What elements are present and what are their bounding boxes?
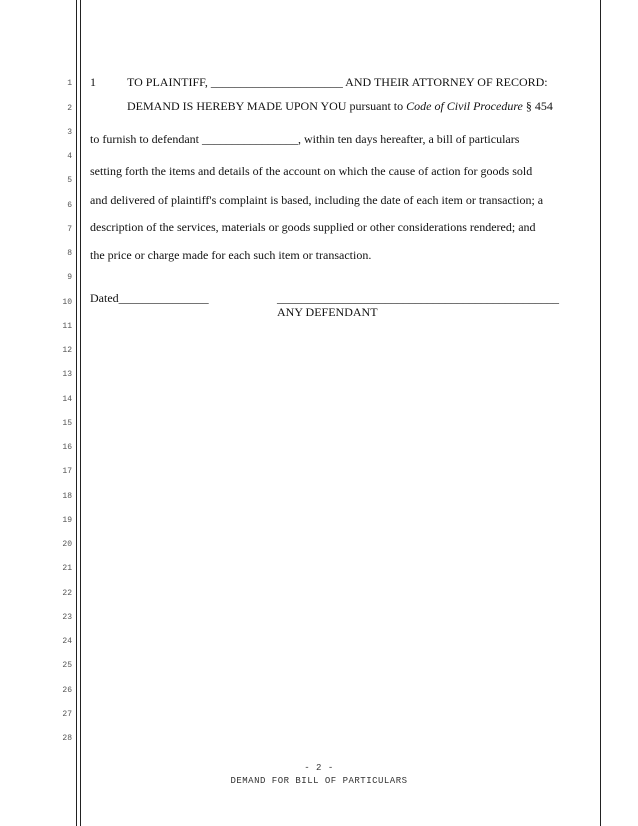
line-number: 3 bbox=[67, 128, 72, 137]
left-margin-rule-inner bbox=[80, 0, 81, 826]
line-number: 27 bbox=[62, 710, 72, 719]
line-number: 25 bbox=[62, 661, 72, 670]
line-number: 10 bbox=[62, 298, 72, 307]
line-number: 5 bbox=[67, 176, 72, 185]
line-number: 13 bbox=[62, 370, 72, 379]
line-number: 15 bbox=[62, 419, 72, 428]
demand-text: DEMAND IS HEREBY MADE UPON YOU pursuant to bbox=[127, 99, 407, 113]
body-line: and delivered of plaintiff's complaint is based, including the date of each item or transaction; a bbox=[90, 193, 544, 207]
addressee-line: TO PLAINTIFF, ______________________ AND THEIR ATTORNEY OF RECORD: bbox=[127, 75, 548, 89]
statute-citation: Code of Civil Procedure bbox=[406, 99, 523, 113]
line-number: 14 bbox=[62, 395, 72, 404]
line-number-gutter bbox=[0, 0, 76, 826]
line-number: 1 bbox=[67, 79, 72, 88]
line-number: 21 bbox=[62, 564, 72, 573]
line-number: 6 bbox=[67, 201, 72, 210]
signer-label: ANY DEFENDANT bbox=[277, 305, 378, 319]
body-line: description of the services, materials or goods supplied or other considerations rendered; and bbox=[90, 220, 536, 234]
line-number: 16 bbox=[62, 443, 72, 452]
dated-line: Dated_______________ bbox=[90, 291, 209, 305]
demand-line bbox=[127, 99, 553, 113]
line-number: 2 bbox=[67, 104, 72, 113]
line-number: 22 bbox=[62, 589, 72, 598]
line-number: 24 bbox=[62, 637, 72, 646]
line-number: 11 bbox=[62, 322, 72, 331]
line-number: 20 bbox=[62, 540, 72, 549]
footer-title: DEMAND FOR BILL OF PARTICULARS bbox=[230, 776, 408, 786]
line-number: 9 bbox=[67, 273, 72, 282]
line-number: 23 bbox=[62, 613, 72, 622]
line-number: 18 bbox=[62, 492, 72, 501]
body-line: the price or charge made for each such item or transaction. bbox=[90, 248, 372, 262]
line-number: 12 bbox=[62, 346, 72, 355]
line-number: 28 bbox=[62, 734, 72, 743]
right-margin-rule bbox=[600, 0, 601, 826]
line-number: 19 bbox=[62, 516, 72, 525]
line-number: 4 bbox=[67, 152, 72, 161]
section-number: § 454 bbox=[522, 99, 553, 113]
line-number: 8 bbox=[67, 249, 72, 258]
page-number: - 2 - bbox=[304, 763, 334, 773]
line-number: 17 bbox=[62, 467, 72, 476]
line-number: 7 bbox=[67, 225, 72, 234]
left-margin-rule-outer bbox=[76, 0, 77, 826]
paragraph-number: 1 bbox=[90, 75, 96, 89]
signature-line: _______________________________________________ bbox=[277, 291, 559, 305]
body-line: setting forth the items and details of the account on which the cause of action for goods sold bbox=[90, 164, 533, 178]
body-line: to furnish to defendant ________________, within ten days hereafter, a bill of particulars bbox=[90, 132, 520, 146]
line-number: 26 bbox=[62, 686, 72, 695]
